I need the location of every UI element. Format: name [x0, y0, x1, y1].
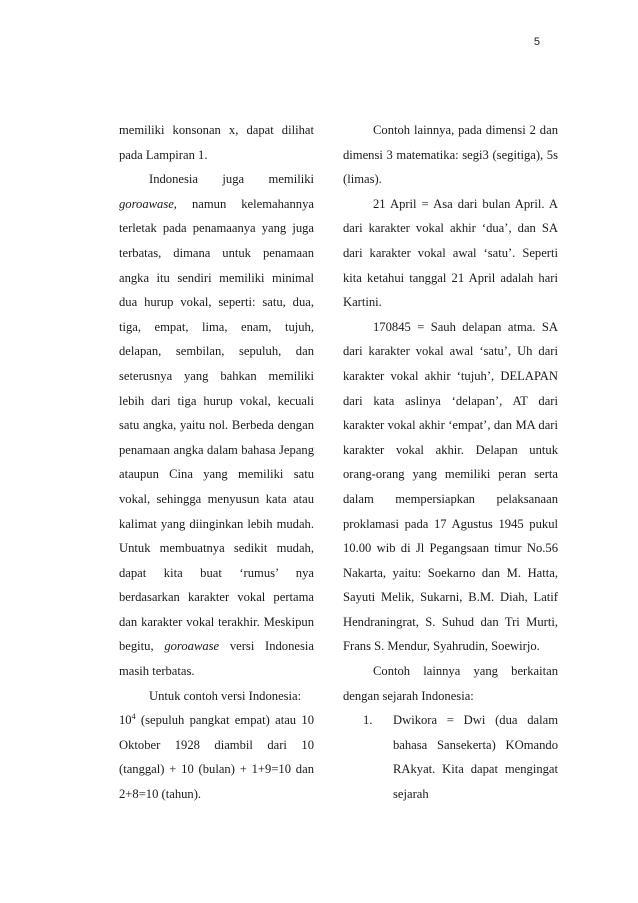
- power-base: 10: [119, 713, 132, 728]
- left-paragraph-2: [119, 167, 314, 683]
- right-paragraph-1: Contoh lainnya, pada dimensi 2 dan dimensi 3 matematika: segi3 (segitiga), 5s (limas).: [343, 123, 558, 187]
- left-p2-italic-term: goroawase,: [119, 196, 177, 211]
- history-example-list: [343, 708, 558, 806]
- list-item: [343, 708, 558, 806]
- list-item-text: Dwikora = Dwi (dua dalam bahasa Sansekerta) KOmando RAkyat. Kita dapat mengingat sejarah: [393, 713, 558, 802]
- left-paragraph-4: [119, 708, 314, 806]
- left-p2-italic-term-2: goroawase: [164, 639, 220, 654]
- power-exponent: 4: [131, 712, 136, 722]
- left-p2-body: namun kelemahannya terletak pada penamaanya yang juga terbatas, dimana untuk penamaan angka itu sendiri memiliki minimal dua hurup vokal, seperti: satu, dua, tiga, empat, lima, enam, tujuh, delapan, sembilan, sepuluh, dan seterusnya yang bahkan memiliki lebih dari tiga hurup vokal, kecuali satu angka, yaitu nol. Berbeda dengan penamaan angka dalam bahasa Jepang ataupun Cina yang memiliki satu vokal, sehingga menyusun kata atau kalimat yang diinginkan lebih mudah. Untuk membuatnya sedikit mudah, dapat kita buat ‘rumus’ nya berdasarkan karakter vokal pertama dan karakter vokal terakhir. Meskipun begitu,: [119, 196, 314, 654]
- left-paragraph-3: Untuk contoh versi Indonesia:: [149, 688, 302, 703]
- right-paragraph-4: Contoh lainnya yang berkaitan dengan sejarah Indonesia:: [343, 664, 558, 703]
- left-p2-start: Indonesia juga memiliki: [149, 172, 314, 187]
- left-paragraph-1: memiliki konsonan x, dapat dilihat pada Lampiran 1.: [119, 123, 314, 162]
- left-p2-end: versi Indonesia masih terbatas.: [119, 639, 314, 679]
- right-paragraph-2: 21 April = Asa dari bulan April. A dari karakter vokal akhir ‘dua’, dan SA dari karakter vokal awal ‘satu’. Seperti kita ketahui tanggal 21 April adalah hari Kartini.: [343, 196, 558, 310]
- left-p4-body: (sepuluh pangkat empat) atau 10 Oktober 1928 diambil dari 10 (tanggal) + 10 (bulan) + 1+9=10 dan 2+8=10 (tahun).: [119, 713, 314, 802]
- right-paragraph-3: 170845 = Sauh delapan atma. SA dari karakter vokal awal ‘satu’, Uh dari karakter vokal akhir ‘tujuh’, DELAPAN dari kata aslinya ‘delapan’, AT dari karakter vokal akhir ‘empat’, dan MA dari karakter vokal akhir. Delapan untuk orang-orang yang memiliki peran serta dalam mempersiapkan pelaksanaan proklamasi pada 17 Agustus 1945 pukul 10.00 wib di Jl Pegangsaan timur No.56 Nakarta, yaitu: Soekarno dan M. Hatta, Sayuti Melik, Sukarni, B.M. Diah, Latif Hendraningrat, S. Suhud dan Tri Murti, Frans S. Mendur, Syahrudin, Soewirjo.: [343, 319, 558, 654]
- right-column: [343, 118, 558, 807]
- left-column: [119, 118, 314, 807]
- page-number: 5: [533, 36, 540, 48]
- list-item-number: 1.: [363, 713, 373, 728]
